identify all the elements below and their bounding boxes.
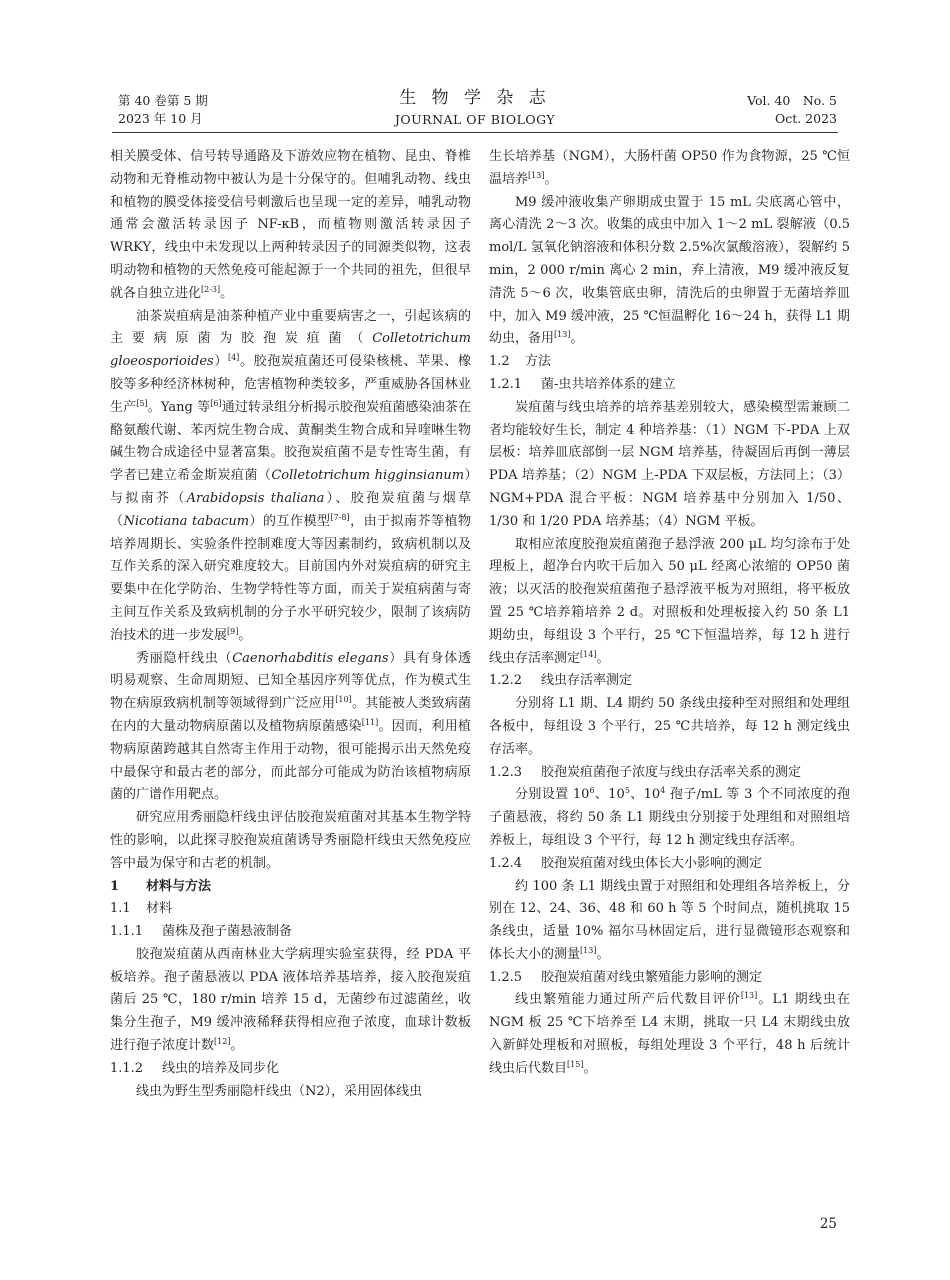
- section-heading-1-2: 1.2 方法: [489, 354, 552, 370]
- journal-title-en: JOURNAL OF BIOLOGY: [394, 112, 556, 127]
- paragraph-c-elegans: 秀丽隐杆线虫（Caenorhabditis elegans）具有身体透明易观察、生命周期短、已知全基因序列等优点，作为模式生物在病原致病机制等领域得到广泛应用[10]。其能被人类致病菌在内的大量动物病原菌以及植物病原菌感染[11]。因而，利用植物病原菌跨越其自然寄主作用于动物，很可能揭示出天然免疫中最保守和最古老的部分，而此部分可能成为防治该植物病原菌的广谱作用靶点。: [110, 650, 471, 803]
- paragraph-continuation: 生长培养基（NGM），大肠杆菌 OP50 作为食物源，25 ℃恒温培养[13]。: [489, 149, 850, 187]
- journal-header-right: [747, 92, 837, 128]
- volume-issue-en: Vol. 40 No. 5: [747, 93, 837, 108]
- section-heading-1-2-3: 1.2.3 胶孢炭疽菌孢子浓度与线虫存活率关系的测定: [489, 764, 802, 780]
- section-heading-1-1-1: 1.1.1 菌株及孢子菌悬液制备: [110, 924, 293, 940]
- paragraph-spore-concentration: 分别设置 $10^6$、$10^5$、$10^4$ 孢子/mL 等 3 个不同浓度的孢子菌悬液，将约 50 条 L1 期线虫分别接于处理组和对照组培养板上，每组设 3 个平行，每 12 h 测定线虫存活率。: [489, 786, 851, 848]
- left-column: [110, 146, 471, 1103]
- section-heading-1-2-1: 1.2.1 菌-虫共培养体系的建立: [489, 376, 676, 392]
- paragraph-study-aim: 研究应用秀丽隐杆线虫评估胶孢炭疽菌对其基本生物学特性的影响，以此探寻胶孢炭疽菌诱导秀丽隐杆线虫天然免疫应答中最为保守和古老的机制。: [110, 810, 471, 871]
- page-number: 25: [819, 1216, 837, 1232]
- paragraph-body-length: 约 100 条 L1 期线虫置于对照组和处理组各培养板上，分别在 12、24、36、48 和 60 h 等 5 个时间点，随机挑取 15 条线虫，适量 10% 福尔马林固定后，进行显微镜形态观察和体长大小的测量[13]。: [489, 878, 850, 962]
- volume-issue-cn: 第 40 卷第 5 期: [118, 93, 208, 108]
- section-heading-1-2-4: 1.2.4 胶孢炭疽菌对线虫体长大小影响的测定: [489, 855, 763, 871]
- journal-title-cn: 生 物 学 杂 志: [399, 88, 551, 108]
- paragraph-reproduction: 线虫繁殖能力通过所产后代数目评价[13]。L1 期线虫在 NGM 板 25 ℃下培养至 L4 末期，挑取一只 L4 末期线虫放入新鲜处理板和对照板，每组处理设 3 个平行，48 h 后统计线虫后代数目[15]。: [489, 991, 850, 1076]
- paragraph-nematode-culture: 线虫为野生型秀丽隐杆线虫（N2），采用固体线虫: [136, 1083, 423, 1099]
- paragraph-strain-prep: 胶孢炭疽菌从西南林业大学病理实验室获得，经 PDA 平板培养。孢子菌悬液以 PDA 液体培养基培养，接入胶孢炭疽菌后 25 ℃，180 r/min 培养 15 d，无菌纱布过滤菌丝，收集分生孢子，M9 缓冲液稀释获得相应孢子浓度，血球计数板进行孢子浓度计数[12]。: [110, 946, 471, 1054]
- header-rule: [112, 132, 838, 133]
- paragraph-media: 炭疽菌与线虫培养的培养基差别较大，感染模型需兼顾二者均能较好生长，制定 4 种培养基：（1）NGM 下-PDA 上双层板：培养皿底部倒一层 NGM 培养基，待凝固后再倒一薄层 PDA 培养基；（2）NGM 上-PDA 下双层板，方法同上；（3）NGM+PDA 混合平板：NGM 培养基中分别加入 1/50、1/30 和 1/20 PDA 培养基；（4）NGM 平板。: [489, 399, 850, 529]
- date-cn: 2023 年 10 月: [118, 111, 203, 126]
- right-column: [489, 146, 850, 1081]
- paragraph-spore-plating: 取相应浓度胶孢炭疽菌孢子悬浮液 200 μL 均匀涂布于处理板上，超净台内吹干后加入 50 μL 经离心浓缩的 OP50 菌液；以灭活的胶孢炭疽菌孢子悬浮液平板为对照组，将平板放置 25 ℃培养箱培养 2 d。对照板和处理板接入约 50 条 L1 期幼虫，每组设 3 个平行，25 ℃下恒温培养，每 12 h 进行线虫存活率测定[14]。: [489, 536, 850, 666]
- section-heading-1-1-2: 1.1.2 线虫的培养及同步化: [110, 1060, 280, 1076]
- section-heading-1-2-2: 1.2.2 线虫存活率测定: [489, 673, 633, 689]
- section-heading-1: 1 材料与方法: [110, 878, 212, 894]
- paragraph-continuation: 相关膜受体、信号转导通路及下游效应物在植物、昆虫、脊椎动物和无脊椎动物中被认为是十分保守的。但哺乳动物、线虫和植物的膜受体接受信号刺激后也呈现一定的差异，哺乳动物通常会激活转录因子 NF-κB，而植物则激活转录因子 WRKY，线虫中未发现以上两种转录因子的同源类似物，这表明动物和植物的天然免疫可能起源于一个共同的祖先，但很早就各自独立进化[2-3]。: [110, 149, 471, 301]
- section-heading-1-2-5: 1.2.5 胶孢炭疽菌对线虫繁殖能力影响的测定: [489, 969, 763, 985]
- paragraph-m9-synchronization: M9 缓冲液收集产卵期成虫置于 15 mL 尖底离心管中，离心清洗 2～3 次。收集的成虫中加入 1～2 mL 裂解液（0.5 mol/L 氢氧化钠溶液和体积分数 2.5%次氯酸溶液），裂解约 5 min，2 000 r/min 离心 2 min，弃上清液，M9 缓冲液反复清洗 5～6 次，收集管底虫卵，清洗后的虫卵置于无菌培养皿中，加入 M9 缓冲液，25 ℃恒温孵化 16～24 h，获得 L1 期幼虫，备用[13]。: [489, 194, 850, 347]
- paragraph-survival: 分别将 L1 期、L4 期约 50 条线虫接种至对照组和处理组各板中，每组设 3 个平行，25 ℃共培养，每 12 h 测定线虫存活率。: [489, 696, 850, 757]
- paragraph-anthracnose: 油茶炭疽病是油茶种植产业中重要病害之一，引起该病的主要病原菌为胶孢炭疽菌（Colletotrichum gloeosporioides）[4]。胶孢炭疽菌还可侵染核桃、苹果、橡胶等多种经济林树种，危害植物种类较多，严重威胁各国林业生产[5]。Yang 等[6]通过转录组分析揭示胶孢炭疽菌感染油茶在酪氨酸代谢、苯丙烷生物合成、黄酮类生物合成和异喹啉生物碱生物合成途径中显著富集。胶孢炭疽菌不是专性寄生菌，有学者已建立希金斯炭疽菌（Colletotrichum higginsianum）与拟南芥（Arabidopsis thaliana）、胶孢炭疽菌与烟草（Nicotiana tabacum）的互作模型[7-8]，由于拟南芥等植物培养周期长、实验条件控制难度大等因素制约，致病机制以及互作关系的深入研究难度较大。目前国内外对炭疽病的研究主要集中在化学防治、生物学特性等方面，而关于炭疽病菌与寄主间互作关系及致病机制的分子水平研究较少，限制了该病防治技术的进一步发展[9]。: [110, 308, 471, 643]
- section-heading-1-1: 1.1 材料: [110, 901, 173, 917]
- date-en: Oct. 2023: [774, 111, 837, 126]
